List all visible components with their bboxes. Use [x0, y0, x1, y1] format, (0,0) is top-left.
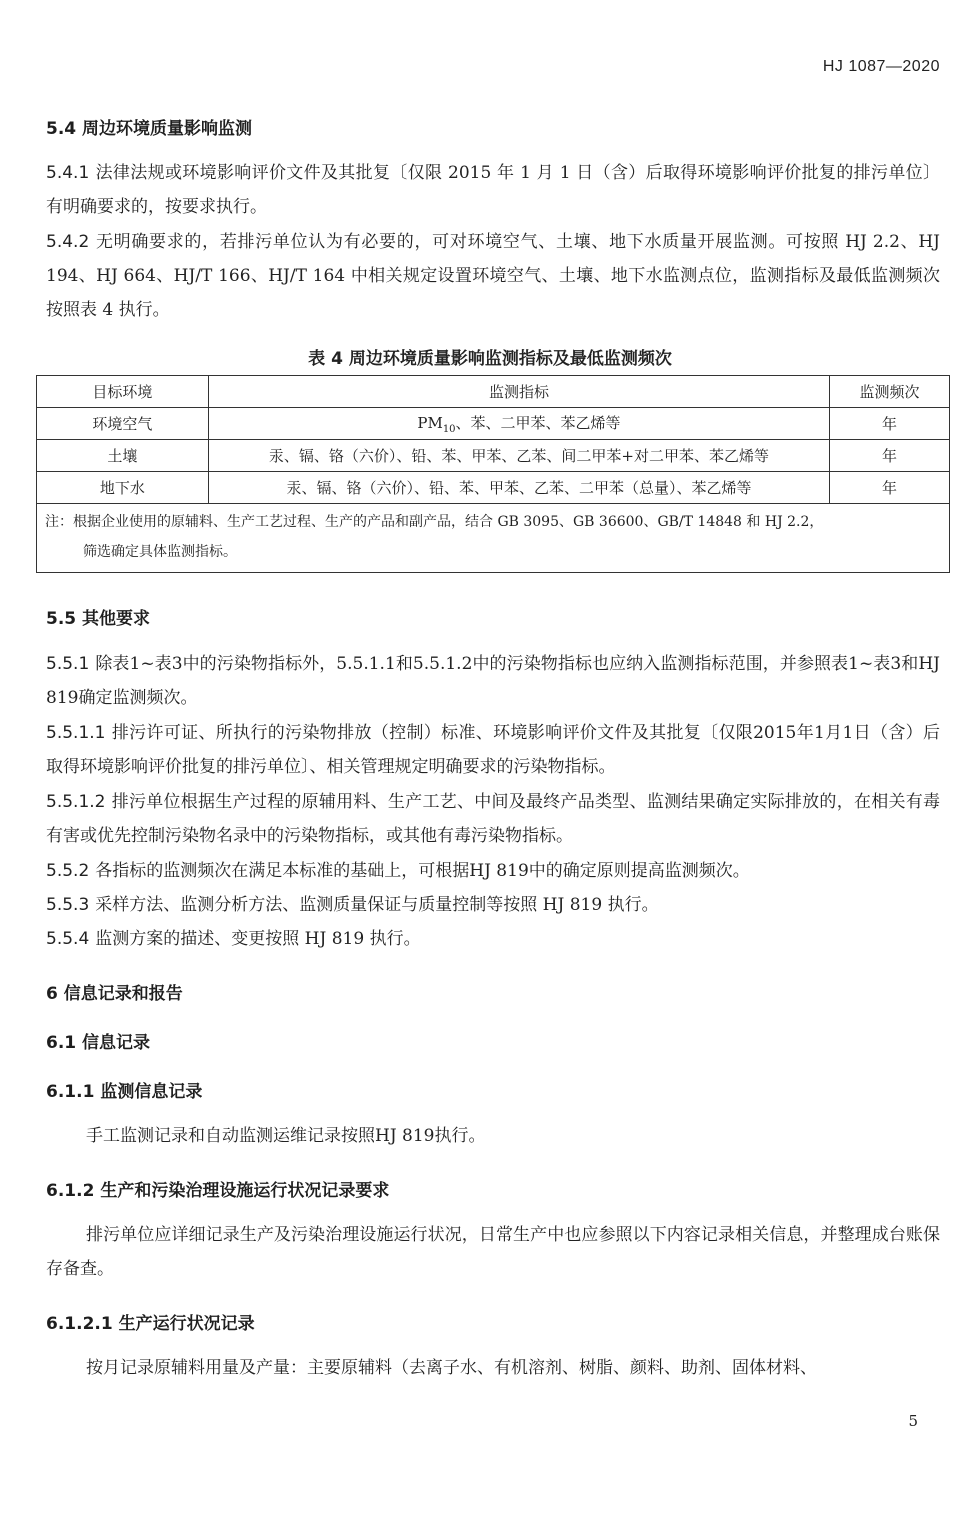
section-6-1-2-heading: 6.1.2 生产和污染治理设施运行状况记录要求	[46, 1181, 390, 1201]
table-header-row	[37, 376, 950, 408]
freq-cell: 年	[830, 440, 950, 472]
env-cell: 环境空气	[37, 408, 209, 440]
table-note-row	[37, 504, 950, 573]
freq-cell: 年	[830, 472, 950, 504]
paragraph-6-1-1: 手工监测记录和自动监测运维记录按照HJ 819执行。	[86, 1126, 486, 1146]
section-6-1-heading: 6.1 信息记录	[46, 1033, 151, 1053]
paragraph-5-4-1	[46, 156, 940, 224]
table-row	[37, 472, 950, 504]
header-cell: 目标环境	[37, 376, 209, 408]
table-note: 注：根据企业使用的原辅料、生产工艺过程、生产的产品和副产品，结合 GB 3095、GB 36600、GB/T 14848 和 HJ 2.2， 筛选确定具体监测指标。	[37, 504, 950, 573]
header-cell: 监测指标	[208, 376, 829, 408]
section-6-heading: 6 信息记录和报告	[46, 984, 183, 1004]
freq-cell: 年	[830, 408, 950, 440]
paragraph-5-5-4: 5.5.4 监测方案的描述、变更按照 HJ 819 执行。	[46, 929, 421, 949]
clause-number: 5.4.1	[46, 163, 90, 183]
indicator-cell: 汞、镉、铬（六价）、铅、苯、甲苯、乙苯、间二甲苯+对二甲苯、苯乙烯等	[208, 440, 829, 472]
paragraph-5-5-1: 5.5.1 除表1~表3中的污染物指标外，5.5.1.1和5.5.1.2中的污染物指标也应纳入监测指标范围，并参照表1~表3和HJ 819确定监测频次。	[46, 654, 940, 708]
paragraph-5-5-2: 5.5.2 各指标的监测频次在满足本标准的基础上，可根据HJ 819中的确定原则提高监测频次。	[46, 861, 750, 881]
clause-number: 5.4.2	[46, 232, 90, 252]
paragraph-5-4-2	[46, 225, 940, 327]
page-number: 5	[908, 1412, 918, 1430]
paragraph-5-5-1-2: 5.5.1.2 排污单位根据生产过程的原辅用料、生产工艺、中间及最终产品类型、监测结果确定实际排放的，在相关有毒有害或优先控制污染物名录中的污染物指标，或其他有毒污染物指标。	[46, 792, 940, 846]
section-6-1-1-heading: 6.1.1 监测信息记录	[46, 1082, 203, 1102]
env-cell: 土壤	[37, 440, 209, 472]
paragraph-6-1-2: 排污单位应详细记录生产及污染治理设施运行状况，日常生产中也应参照以下内容记录相关信息，并整理成台账保存备查。	[46, 1225, 940, 1279]
section-5-4-heading: 5.4 周边环境质量影响监测	[46, 119, 253, 139]
indicator-cell: 汞、镉、铬（六价）、铅、苯、甲苯、乙苯、二甲苯（总量）、苯乙烯等	[208, 472, 829, 504]
paragraph-6-1-2-1: 按月记录原辅料用量及产量：主要原辅料（去离子水、有机溶剂、树脂、颜料、助剂、固体材料、	[86, 1358, 817, 1378]
paragraph-5-5-3: 5.5.3 采样方法、监测分析方法、监测质量保证与质量控制等按照 HJ 819 执行。	[46, 895, 659, 915]
header-cell: 监测频次	[830, 376, 950, 408]
standard-code: HJ 1087—2020	[822, 58, 940, 75]
clause-text: 法律法规或环境影响评价文件及其批复〔仅限 2015 年 1 月 1 日（含）后取得环境影响评价批复的排污单位〕有明确要求的，按要求执行。	[46, 163, 940, 217]
paragraph-5-5-1-1: 5.5.1.1 排污许可证、所执行的污染物排放（控制）标准、环境影响评价文件及其批复〔仅限2015年1月1日（含）后取得环境影响评价批复的排污单位〕、相关管理规定明确要求的污染物指标。	[46, 723, 940, 777]
indicator-cell: $PM_{10}$、苯、二甲苯、苯乙烯等	[208, 408, 829, 440]
section-6-1-2-1-heading: 6.1.2.1 生产运行状况记录	[46, 1314, 255, 1334]
table-4	[36, 375, 950, 573]
table-4-caption: 表 4 周边环境质量影响监测指标及最低监测频次	[308, 349, 672, 369]
clause-text: 无明确要求的，若排污单位认为有必要的，可对环境空气、土壤、地下水质量开展监测。可按照 HJ 2.2、HJ 194、HJ 664、HJ/T 166、HJ/T 164 中相关规定设置环境空气、土壤、地下水监测点位，监测指标及最低监测频次按照表 4 执行。	[46, 232, 940, 320]
section-5-5-heading: 5.5 其他要求	[46, 609, 151, 629]
table-row	[37, 408, 950, 440]
env-cell: 地下水	[37, 472, 209, 504]
table-row	[37, 440, 950, 472]
